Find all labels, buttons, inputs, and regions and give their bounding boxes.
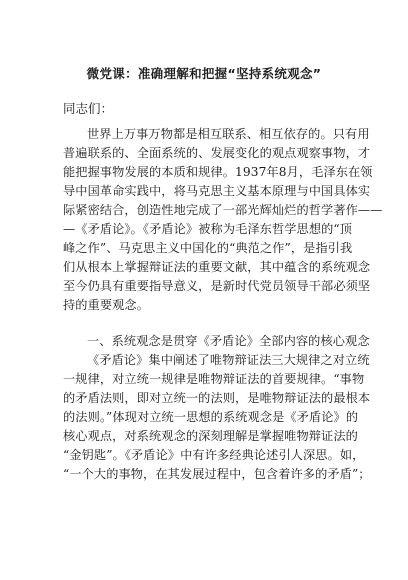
body-line: “一个大的事物，在其发展过程中，包含着许多的矛盾”；: [63, 467, 371, 481]
body-line: 持的重要观念。: [63, 298, 150, 312]
body-line: 峰之作”、马克思主义中国化的“典范之作”，是指引我: [63, 241, 353, 255]
body-line: 一规律，对立统一规律是唯物辩证法的首要规律。“事物: [63, 372, 365, 386]
body-line: 导中国革命实践中，将马克思主义基本原理与中国具体实: [63, 184, 371, 198]
body-line: 的矛盾法则，即对立统一的法则，是唯物辩证法的最根本: [63, 391, 371, 405]
body-line: 际紧密结合，创造性地完成了一部光辉灿烂的哲学著作——: [63, 203, 383, 217]
body-line: —《矛盾论》。《矛盾论》被称为毛泽东哲学思想的“顶: [63, 222, 353, 236]
body-line: 普遍联系的、全面系统的、发展变化的观点观察事物，才: [63, 146, 371, 160]
body-line: 们从根本上掌握辩证法的重要文献，其中蕴含的系统观念: [63, 260, 371, 274]
body-line: 《矛盾论》集中阐述了唯物辩证法三大规律之对立统: [87, 353, 370, 367]
section-heading: 一、系统观念是贯穿《矛盾论》全部内容的核心观念: [87, 334, 370, 348]
document-title: 微党课：准确理解和把握“坚持系统观念”: [86, 66, 322, 81]
body-line: 至今仍具有重要指导意义，是新时代党员领导干部必须坚: [63, 279, 371, 293]
body-line: 能把握事物发展的本质和规律。1937年8月，毛泽东在领: [63, 165, 373, 179]
body-line: “金钥匙”。《矛盾论》中有许多经典论述引人深思。如，: [63, 448, 365, 462]
greeting: 同志们：: [63, 101, 114, 116]
body-line: 的法则。”体现对立统一思想的系统观念是《矛盾论》的: [63, 410, 359, 424]
body-line: 核心观点，对系统观念的深刻理解是掌握唯物辩证法的: [63, 429, 358, 443]
body-line: 世界上万事万物都是相互联系、相互依存的。只有用: [87, 127, 370, 141]
